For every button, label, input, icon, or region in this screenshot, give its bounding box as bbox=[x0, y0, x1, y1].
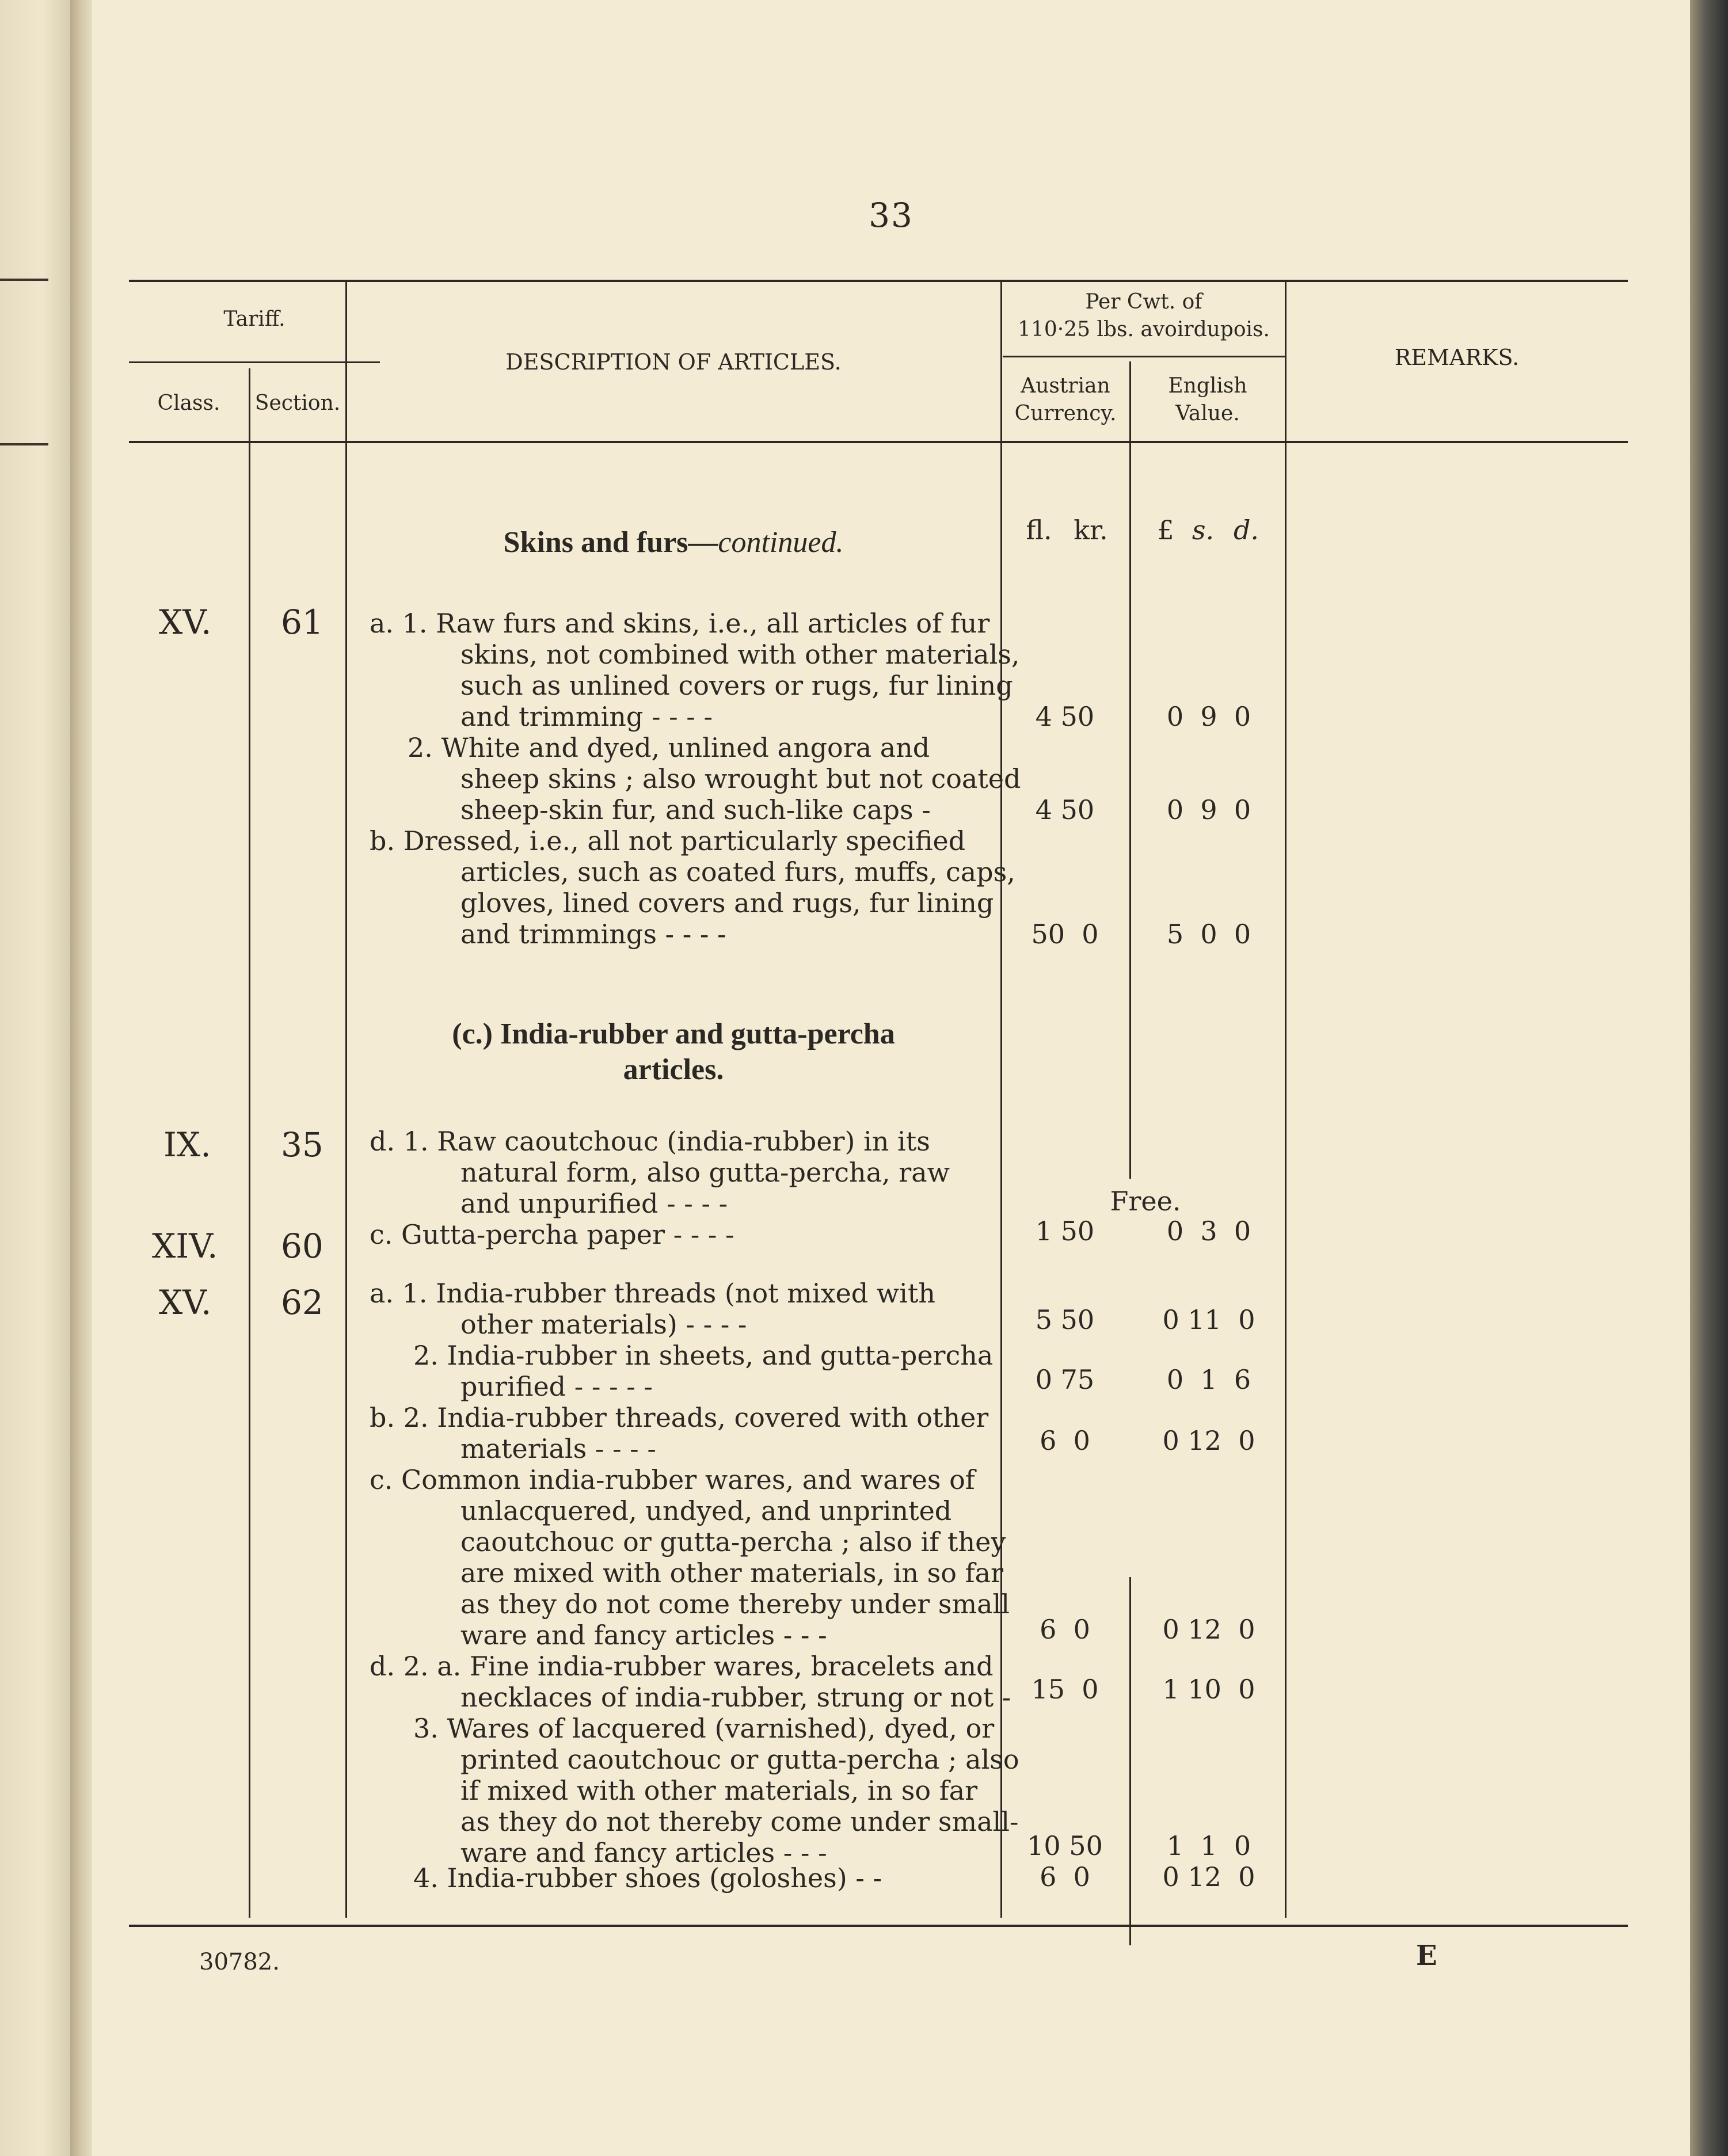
description-line: a. 1. India-rubber threads (not mixed with bbox=[370, 1278, 936, 1309]
per-cwt-underline bbox=[1003, 356, 1285, 357]
unit-florin: fl. bbox=[1026, 515, 1052, 546]
description-line: printed caoutchouc or gutta-percha ; also bbox=[460, 1744, 1019, 1775]
facing-page-rule bbox=[0, 279, 48, 281]
section-61: 61 bbox=[281, 603, 323, 642]
english-value-header-line2: Value. bbox=[1175, 402, 1240, 425]
austrian-value: 1 50 bbox=[1035, 1216, 1095, 1247]
austrian-currency-header-line2: Currency. bbox=[1014, 402, 1117, 425]
description-line: b. 2. India-rubber threads, covered with other bbox=[370, 1402, 989, 1433]
description-line: d. 2. a. Fine india-rubber wares, bracelets and bbox=[370, 1651, 994, 1682]
description-line: necklaces of india-rubber, strung or not - bbox=[460, 1682, 1011, 1713]
description-line: as they do not thereby come under small- bbox=[460, 1806, 1019, 1837]
austrian-value: 0 75 bbox=[1035, 1364, 1095, 1395]
india-rubber-heading-line2: articles. bbox=[623, 1053, 724, 1086]
description-line: caoutchouc or gutta-percha ; also if they bbox=[460, 1526, 1006, 1557]
tariff-underline bbox=[129, 361, 380, 363]
india-rubber-heading-line1: (c.) India-rubber and gutta-percha bbox=[452, 1018, 895, 1050]
description-line: 3. Wares of lacquered (varnished), dyed, or bbox=[413, 1713, 995, 1744]
remarks-header: REMARKS. bbox=[1394, 345, 1520, 370]
section-35: 35 bbox=[281, 1125, 323, 1164]
description-line: sheep skins ; also wrought but not coated bbox=[460, 763, 1021, 794]
austrian-value: 5 50 bbox=[1035, 1304, 1095, 1335]
description-line: purified - - - - - bbox=[460, 1371, 653, 1402]
english-value: 5 0 0 bbox=[1166, 919, 1251, 950]
austrian-value: 6 0 bbox=[1040, 1425, 1090, 1456]
english-value: 0 12 0 bbox=[1162, 1614, 1255, 1645]
description-line: and trimmings - - - - bbox=[460, 919, 726, 950]
class-xiv: XIV. bbox=[152, 1226, 218, 1266]
description-line: sheep-skin fur, and such-like caps - bbox=[460, 794, 931, 825]
description-line: gloves, lined covers and rugs, fur lining bbox=[460, 887, 994, 919]
description-line: articles, such as coated furs, muffs, caps, bbox=[460, 856, 1015, 887]
section-header: Section. bbox=[254, 391, 341, 415]
document-page bbox=[92, 0, 1690, 2156]
description-line: and trimming - - - - bbox=[460, 701, 713, 732]
section-62: 62 bbox=[281, 1283, 323, 1322]
unit-pound: £ bbox=[1157, 515, 1174, 546]
per-cwt-header-line2: 110·25 lbs. avoirdupois. bbox=[1018, 318, 1270, 341]
austrian-english-divider bbox=[1129, 361, 1131, 1179]
english-value: 0 11 0 bbox=[1162, 1304, 1255, 1335]
page-number: 33 bbox=[869, 196, 914, 235]
austrian-value: 4 50 bbox=[1035, 794, 1095, 825]
description-line: materials - - - - bbox=[460, 1433, 656, 1464]
class-section-divider bbox=[249, 368, 250, 1918]
austrian-value: 50 0 bbox=[1031, 919, 1099, 950]
english-value: 0 9 0 bbox=[1166, 701, 1251, 732]
class-xv: XV. bbox=[159, 1283, 212, 1322]
description-line: 4. India-rubber shoes (goloshes) - - bbox=[413, 1862, 882, 1894]
table-top-rule bbox=[129, 280, 1628, 282]
description-line: ware and fancy articles - - - bbox=[460, 1620, 827, 1651]
unit-pence: d. bbox=[1233, 515, 1259, 546]
facing-page-edge bbox=[0, 0, 70, 2156]
english-value: 0 12 0 bbox=[1162, 1425, 1255, 1456]
skins-furs-heading-continued: continued. bbox=[718, 526, 844, 559]
class-ix: IX. bbox=[163, 1125, 211, 1164]
skins-furs-heading-main: Skins and furs— bbox=[503, 526, 718, 559]
description-line: natural form, also gutta-percha, raw bbox=[460, 1157, 950, 1188]
description-line: 2. India-rubber in sheets, and gutta-percha bbox=[413, 1340, 994, 1371]
austrian-value: 10 50 bbox=[1027, 1830, 1103, 1861]
english-value: 0 1 6 bbox=[1166, 1364, 1251, 1395]
description-line: c. Common india-rubber wares, and wares of bbox=[370, 1464, 975, 1495]
description-line: are mixed with other materials, in so far bbox=[460, 1557, 1004, 1589]
austrian-english-divider-lower bbox=[1129, 1577, 1131, 1945]
value-remarks-divider bbox=[1285, 281, 1287, 1918]
class-header: Class. bbox=[157, 391, 220, 415]
english-value: 0 12 0 bbox=[1162, 1861, 1255, 1892]
austrian-currency-header-line1: Austrian bbox=[1021, 374, 1110, 398]
signature-mark: E bbox=[1416, 1940, 1437, 1972]
description-line: if mixed with other materials, in so far bbox=[460, 1775, 978, 1806]
skins-furs-heading bbox=[347, 525, 1000, 561]
header-bottom-rule bbox=[129, 441, 1628, 443]
austrian-value: 4 50 bbox=[1035, 701, 1095, 732]
austrian-value: 6 0 bbox=[1040, 1861, 1090, 1892]
english-value: 0 3 0 bbox=[1166, 1216, 1251, 1247]
free-value: Free. bbox=[1110, 1186, 1181, 1217]
english-value: 1 1 0 bbox=[1166, 1830, 1251, 1861]
description-line: 2. White and dyed, unlined angora and bbox=[408, 732, 930, 763]
description-value-divider bbox=[1000, 281, 1002, 1918]
description-line: other materials) - - - - bbox=[460, 1309, 747, 1340]
austrian-value: 15 0 bbox=[1031, 1674, 1099, 1705]
page-edge bbox=[1690, 0, 1728, 2156]
facing-page-rule bbox=[0, 443, 48, 445]
description-line: b. Dressed, i.e., all not particularly specified bbox=[370, 825, 966, 856]
description-line: a. 1. Raw furs and skins, i.e., all articles of fur bbox=[370, 608, 990, 639]
unit-kreuzer: kr. bbox=[1074, 515, 1108, 546]
description-line: as they do not come thereby under small bbox=[460, 1589, 1010, 1620]
description-line: c. Gutta-percha paper - - - - bbox=[370, 1219, 734, 1250]
description-line: ware and fancy articles - - - bbox=[460, 1837, 827, 1868]
table-bottom-rule bbox=[129, 1925, 1628, 1927]
description-line: skins, not combined with other materials, bbox=[460, 639, 1020, 670]
unit-shilling: s. bbox=[1192, 515, 1215, 546]
class-xv: XV. bbox=[159, 603, 212, 642]
book-gutter bbox=[70, 0, 93, 2156]
description-line: and unpurified - - - - bbox=[460, 1188, 728, 1219]
print-code: 30782. bbox=[199, 1949, 280, 1975]
section-60: 60 bbox=[281, 1226, 323, 1266]
per-cwt-header-line1: Per Cwt. of bbox=[1085, 290, 1202, 314]
tariff-header: Tariff. bbox=[223, 307, 286, 331]
austrian-value: 6 0 bbox=[1040, 1614, 1090, 1645]
english-value-header-line1: English bbox=[1168, 374, 1247, 398]
description-header: DESCRIPTION OF ARTICLES. bbox=[505, 349, 842, 375]
description-line: such as unlined covers or rugs, fur lining bbox=[460, 670, 1013, 701]
english-value: 0 9 0 bbox=[1166, 794, 1251, 825]
english-value: 1 10 0 bbox=[1162, 1674, 1255, 1705]
description-line: d. 1. Raw caoutchouc (india-rubber) in its bbox=[370, 1126, 930, 1157]
description-line: unlacquered, undyed, and unprinted bbox=[460, 1495, 952, 1526]
